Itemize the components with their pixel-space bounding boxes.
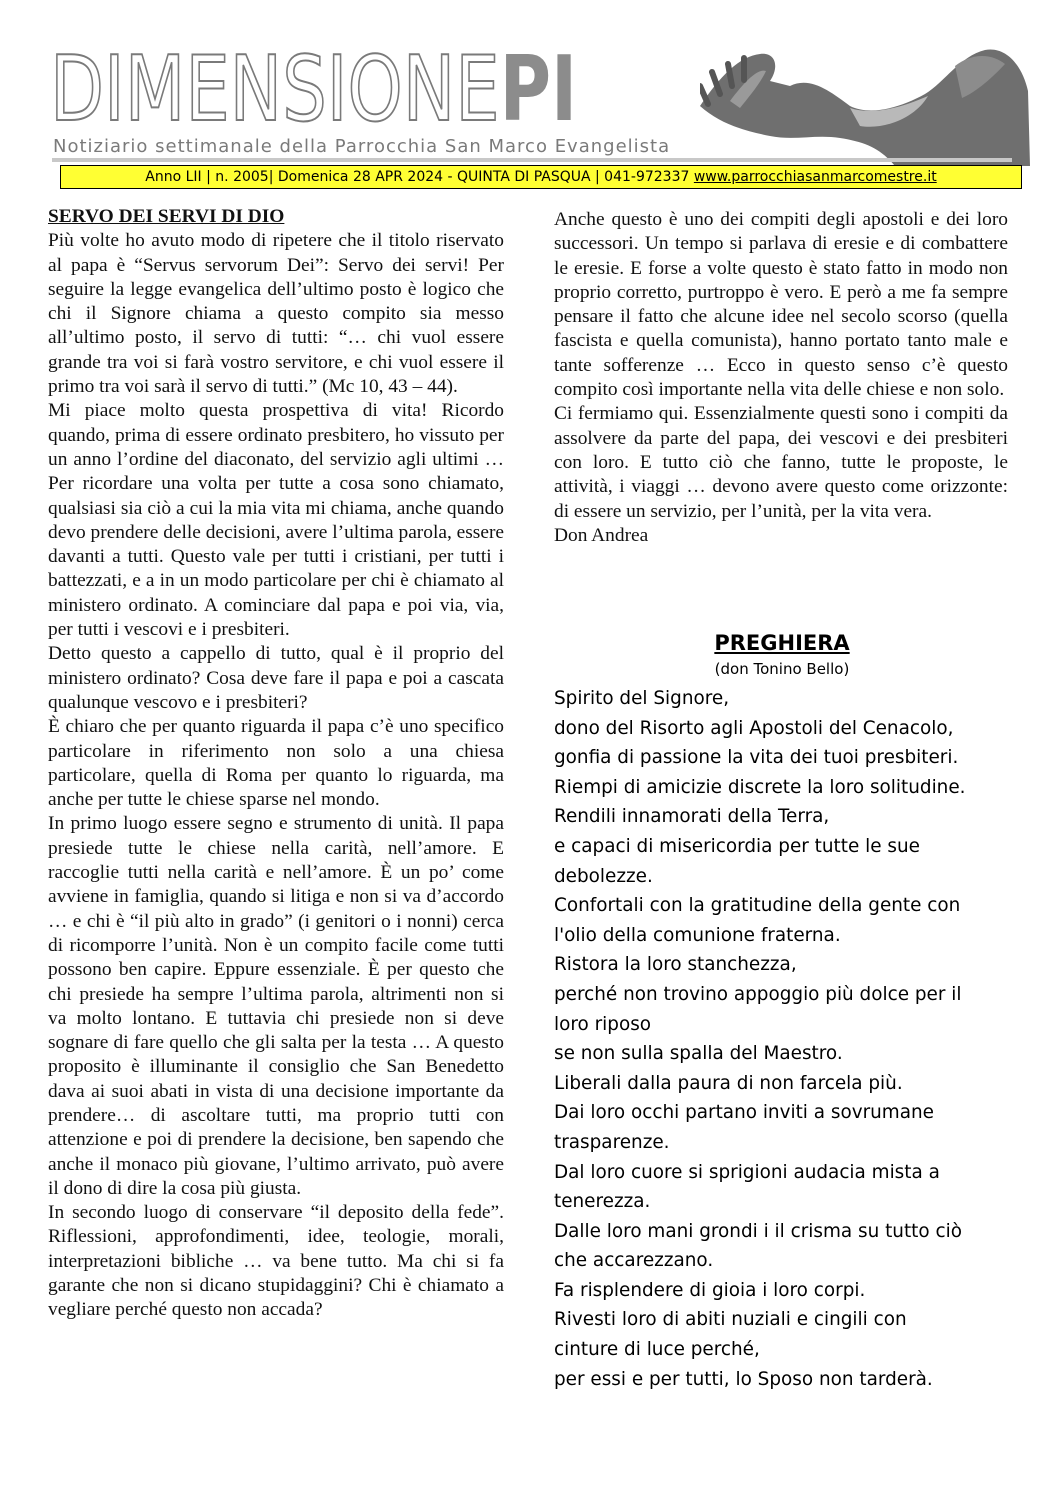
subtitle: Notiziario settimanale della Parrocchia San Marco Evangelista	[53, 136, 671, 157]
article-paragraph-8: Ci fermiamo qui. Essenzialmente questi sono i compiti da assolvere da parte del papa, dei vescovi e dei presbiteri con loro. E tutto ciò che fanno, tutte le proposte, le attività, i viaggi … devono avere questo come orizzonte: di essere un servizio, per l’unità, per la vita vera.	[554, 403, 1008, 522]
prayer-line: Riempi di amicizie discrete la loro solitudine.	[554, 776, 966, 798]
prayer-line: Rendili innamorati della Terra,	[554, 806, 830, 828]
prayer-line: Dalle loro mani grondi i il crisma su tutto ciò	[554, 1220, 962, 1242]
prayer-line: debolezze.	[554, 865, 653, 887]
prayer-line: se non sulla spalla del Maestro.	[554, 1043, 843, 1065]
prayer-line: Fa risplendere di gioia i loro corpi.	[554, 1279, 866, 1301]
article-column-right	[554, 208, 1008, 548]
masthead	[50, 37, 1010, 198]
prayer-line: Spirito del Signore,	[554, 688, 730, 709]
prayer-line: Ristora la loro stanchezza,	[554, 954, 797, 976]
website-link[interactable]: www.parrocchiasanmarcomestre.it	[693, 169, 937, 185]
article-paragraph-5: In primo luogo essere segno e strumento di unità. Il papa presiede tutte le chiese nella carità, nell’amore. E raccoglie tutti nella carità e nell’amore. È un po’ come avviene in famiglia, quando si litiga e non si va d’accordo … e chi è “il più alto in grado” (i genitori o i nonni) cerca di ricomporre l’unità. Non è un compito facile come tutti possono ben capire. Eppure essenziale. È per questo che chi presiede ha sempre l’ultima parola, altrimenti non si va molto lontano. E tuttavia chi presiede non si deve sognare di fare quello che gli salta per la testa … A questo proposito è illuminante il consiglio che San Benedetto dava ai suoi abati in vista di una decisione importante da prendere… di ascoltare tutti, ma proprio tutti con attenzione e poi di prendere la decisione, ben sapendo che anche il monaco più giovane, l’ultimo arrivato, può avere il dono di dire la cosa più giusta.	[48, 813, 504, 1199]
prayer-line: Confortali con la gratitudine della gente con	[554, 895, 961, 917]
prayer-line: Dai loro occhi partano inviti a sovrumane	[554, 1102, 934, 1124]
brand-main: DIMENSIONE	[50, 37, 500, 142]
prayer-line: gonfia di passione la vita dei tuoi presbiteri.	[554, 747, 959, 769]
prayer-author: (don Tonino Bello)	[714, 660, 850, 678]
brand-accent: PI	[499, 37, 578, 142]
article-paragraph-7: Anche questo è uno dei compiti degli apostoli e dei loro successori. Un tempo si parlava di eresie e di combattere le eresie. E forse a volte questo è stato fatto in modo non proprio corretto, purtroppo è vero. E però a me fa sempre pensare il fatto che alcune idee nel secolo scorso (quella fascista e quella comunista), hanno portato tanto male e tante sofferenze … Ecco in questo senso c’è questo compito così importante nella vita delle chiese e non solo.	[554, 209, 1008, 401]
article-paragraph-3: Detto questo a cappello di tutto, qual è il proprio del ministero ordinato? Cosa deve fare il papa e poi a cascata qualunque vescovo e i presbiteri?	[48, 643, 504, 713]
article-paragraph-4: È chiaro che per quanto riguarda il papa c’è uno specifico particolare in riferimento non solo a una chiesa particolare, quella di Roma per quanto lo riguarda, ma anche per tutte le chiese sparse nel mondo.	[48, 716, 504, 811]
prayer-line: tenerezza.	[554, 1191, 651, 1213]
prayer-line: Rivesti loro di abiti nuziali e cingili con	[554, 1309, 907, 1331]
prayer-line: cinture di luce perché,	[554, 1339, 760, 1361]
article-title: SERVO DEI SERVI DI DIO	[48, 206, 285, 227]
prayer-line: Liberali dalla paura di non farcela più.	[554, 1072, 903, 1094]
prayer-lines	[554, 684, 1010, 1394]
prayer-line: Dal loro cuore si sprigioni audacia mista a	[554, 1161, 940, 1183]
article-paragraph-2: Mi piace molto questa prospettiva di vita! Ricordo quando, prima di essere ordinato presbitero, ho vissuto per un anno l’ordine del diaconato, del servizio agli ultimi … Per ricordare una volta per tutte a cosa sono chiamato, qualsiasi sia ciò a cui la mia vita mi chiama, anche quando devo prendere delle decisioni, avere l’ultima parola, essere davanti a tutti. Questo vale per tutti i cristiani, per tutti i battezzati, e a in un modo particolare per chi è chiamato al ministero ordinato. A cominciare dal papa e poi via, via, per tutti i vescovi e i presbiteri.	[48, 400, 505, 641]
issue-bar	[60, 165, 1022, 189]
prayer-line: che accarezzano.	[554, 1250, 714, 1272]
prayer-section	[554, 628, 1010, 1394]
brand-logo	[50, 37, 578, 142]
article-paragraph-6: In secondo luogo di conservare “il deposito della fede”. Riflessioni, approfondimenti, idee, teologie, morali, interpretazioni bibliche … va bene tutto. Ma chi si fa garante che non si dicano stupidaggini? Chi è chiamato a vegliare perché questo non accada?	[48, 1202, 504, 1321]
prayer-line: loro riposo	[554, 1013, 652, 1035]
prayer-line: l'olio della comunione fraterna.	[554, 924, 841, 946]
prayer-title: PREGHIERA	[714, 631, 850, 655]
prayer-line: e capaci di misericordia per tutte le sue	[554, 835, 920, 857]
article-paragraph-1: Più volte ho avuto modo di ripetere che il titolo riservato al papa è “Servus servorum Dei”: Servo dei servi! Per seguire la legge evangelica dell’ultimo posto è logico che chi il Signore chiama a questo compito sia messo all’ultimo posto, il servo di tutti: “… chi vuol essere grande tra voi si farà vostro servitore, e chi vuol essere il primo tra voi sarà il servo di tutti.” (Mc 10, 43 – 44).	[48, 230, 504, 398]
article-signature: Don Andrea	[554, 524, 649, 546]
issue-info: Anno LII | n. 2005| Domenica 28 APR 2024 - QUINTA DI PASQUA | 041-972337	[145, 169, 690, 185]
sculpture-image	[700, 46, 1030, 166]
prayer-line: dono del Risorto agli Apostoli del Cenacolo,	[554, 717, 954, 739]
prayer-line: per essi e per tutti, lo Sposo non tarderà.	[554, 1368, 933, 1390]
header-rule	[52, 158, 1012, 162]
prayer-line: perché non trovino appoggio più dolce per il	[554, 983, 962, 1005]
prayer-line: trasparenze.	[554, 1131, 670, 1153]
article-column-left	[48, 205, 504, 1323]
